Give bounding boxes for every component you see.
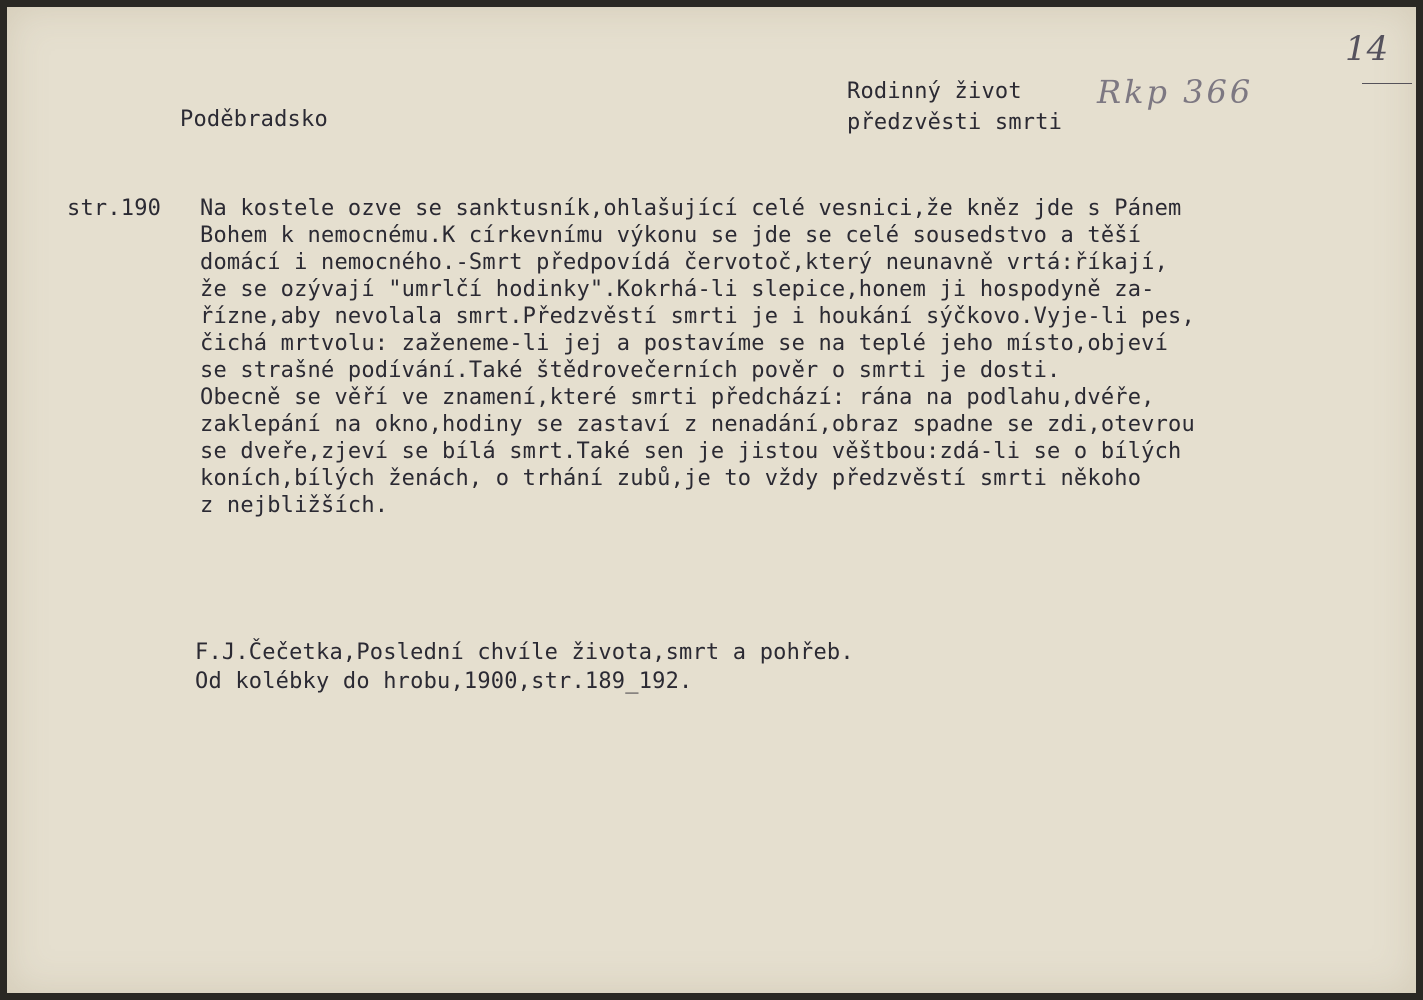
body-line: řízne,aby nevolala smrt.Předzvěstí smrti je i houkání sýčkovo.Vyje-li pes,: [200, 304, 1195, 329]
archive-mark-handwritten: Rkp 366: [1097, 73, 1254, 111]
index-card: [7, 7, 1416, 993]
body-text: [200, 195, 1195, 519]
body-line: domácí i nemocného.-Smrt předpovídá červotoč,který neunavně vrtá:říkají,: [200, 250, 1169, 275]
body-line: z nejbližších.: [200, 493, 389, 518]
source-citation-line-2: Od kolébky do hrobu,1900,str.189_192.: [195, 669, 693, 694]
body-line: se dveře,zjeví se bílá smrt.Také sen je jistou věštbou:zdá-li se o bílých: [200, 439, 1182, 464]
category-line-2: předzvěsti smrti: [847, 110, 1063, 135]
category-line-1: Rodinný život: [847, 79, 1022, 104]
body-line: koních,bílých ženách, o trhání zubů,je to vždy předzvěstí smrti někoho: [200, 466, 1142, 491]
page-number-handwritten: 14: [1345, 29, 1389, 69]
body-line: že se ozývají "umrlčí hodinky".Kokrhá-li slepice,honem ji hospodyně za-: [200, 277, 1155, 302]
body-line: Na kostele ozve se sanktusník,ohlašující celé vesnici,že kněz jde s Pánem: [200, 196, 1182, 221]
body-line: se strašné podívání.Také štědrovečerních pověr o smrti je dosti.: [200, 358, 1061, 383]
region-heading: Poděbradsko: [180, 107, 328, 132]
page-reference: str.190: [67, 196, 162, 221]
source-citation-line-1: F.J.Čečetka,Poslední chvíle života,smrt a pohřeb.: [195, 640, 854, 665]
page-number-underline: [1362, 83, 1412, 84]
body-line: zaklepání na okno,hodiny se zastaví z nenadání,obraz spadne se zdi,otevrou: [200, 412, 1195, 437]
body-line: čichá mrtvolu: zaženeme-li jej a postavíme se na teplé jeho místo,objeví: [200, 331, 1169, 356]
body-line: Obecně se věří ve znamení,které smrti předchází: rána na podlahu,dvéře,: [200, 385, 1155, 410]
body-line: Bohem k nemocnému.K církevnímu výkonu se jde se celé sousedstvo a těší: [200, 223, 1142, 248]
